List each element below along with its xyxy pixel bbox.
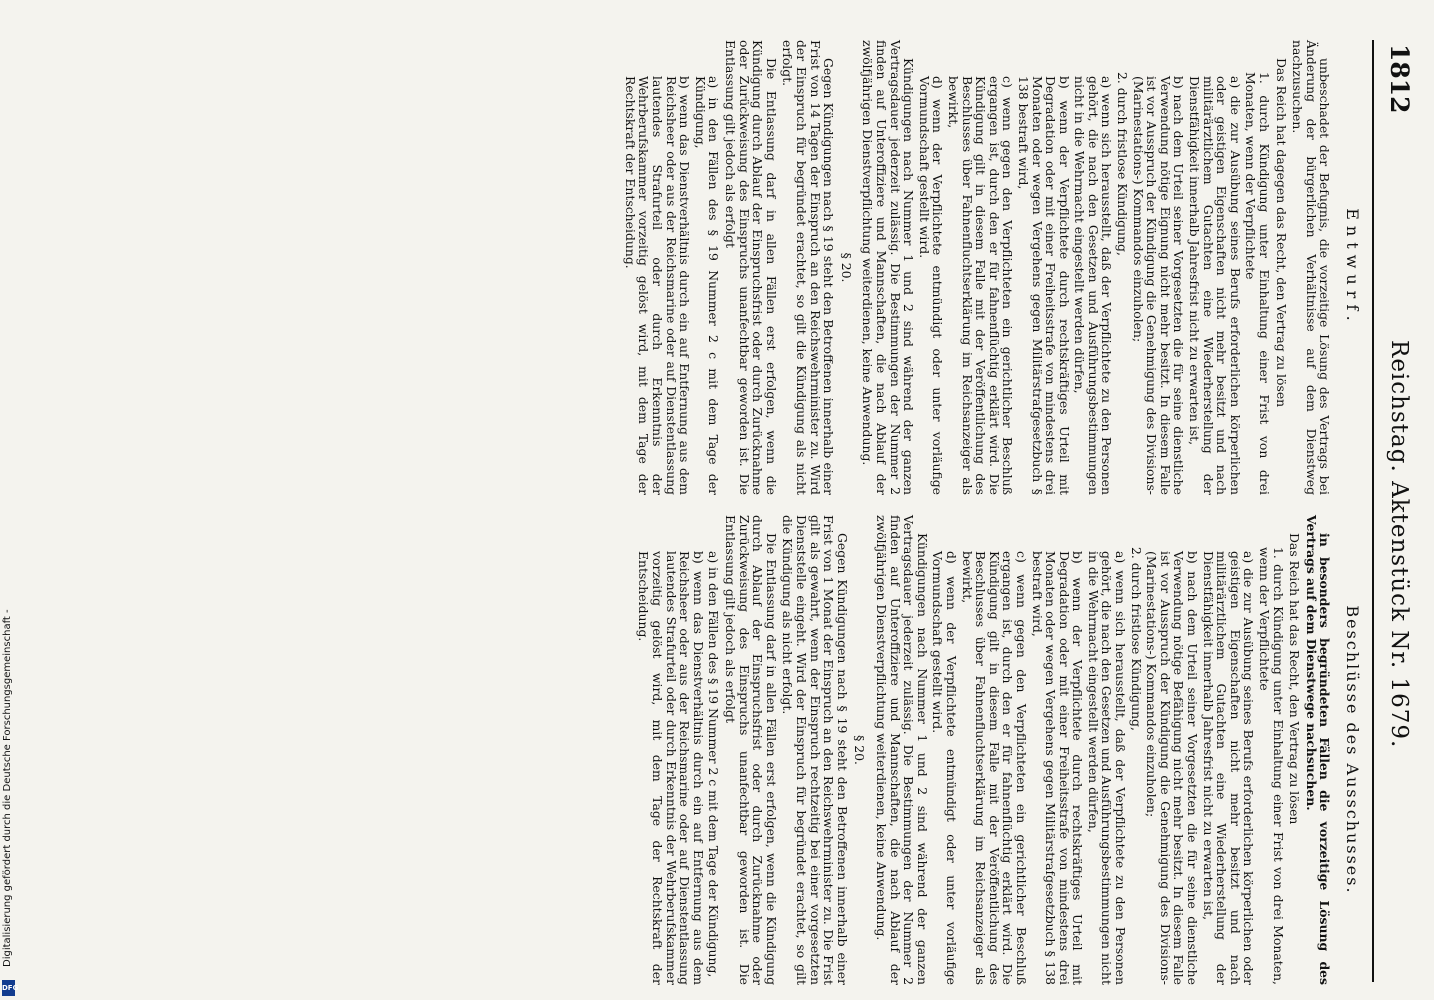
list-item: a) die zur Ausübung seines Berufs erforderlichen körperlichen oder geistigen Eigenschaften nicht mehr besitzt und nach militärärztlichem Gutachten eine Wiederherstellung der Dienstfähigkeit innerhalb Jahresfrist nicht zu erwarten ist, bbox=[1200, 551, 1257, 985]
paragraph: Die Entlassung darf in allen Fällen erst erfolgen, wenn die Kündigung durch Ablauf der Einspruchsfrist oder durch Zurücknahme oder Zurückweisung des Einspruchs unanfechtbar geworden ist. Die Entlassung gilt jedoch als erfolgt bbox=[723, 40, 779, 495]
list-item: b) wenn das Dienstverhältnis durch ein auf Entfernung aus dem Reichsheer oder aus der Reichsmarine oder auf Dienstentlassung lautendes Strafurteil oder durch Erkenntnis der Wehrberufskammer vorzeitig gelöst wird, mit dem Tage der Rechtskraft der Entscheidung. bbox=[636, 551, 706, 985]
right-column-committee bbox=[635, 515, 1362, 985]
paragraph: Kündigungen nach Nummer 1 und 2 sind während der ganzen Vertragsdauer jederzeit zulässig. Die Bestimmungen der Nummer 2 finden auf Unteroffiziere und Mannschaften, die nach Ablauf der zwölfjährigen Dienstverpflichtung weiterdienen, keine Anwendung. bbox=[874, 515, 930, 985]
page-number: 1812 bbox=[1385, 44, 1414, 114]
list-item: b) nach dem Urteil seiner Vorgesetzten die für seine dienstliche Verwendung nötige Eignung nicht mehr besitzt. In diesem Falle ist vor Ausspruch der Kündigung die Genehmigung des Divisions- (Marinestations-) Kommandos einzuholen; bbox=[1130, 76, 1187, 495]
list-item: b) wenn der Verpflichtete durch rechtskräftiges Urteil mit Degradation oder mit einer Freiheitsstrafe von mindestens drei Monaten oder wegen Vergehens gegen Militärstrafgesetzbuch § 138 bestraft wird, bbox=[1029, 551, 1086, 985]
list-item: d) wenn der Verpflichtete entmündigt oder unter vorläufige Vormundschaft gestellt wird. bbox=[916, 76, 946, 495]
list-item: 2. durch fristlose Kündigung, bbox=[1128, 547, 1144, 731]
paragraph: Das Reich hat dagegen das Recht, den Vertrag zu lösen bbox=[1273, 58, 1289, 408]
paragraph: Das Reich hat das Recht, den Vertrag zu lösen bbox=[1287, 533, 1303, 825]
paragraph: Gegen Kündigungen nach § 19 steht den Betroffenen innerhalb einer Frist von 1 Monat der Einspruch an den Reichswehrminister zu. Die Frist gilt als gewahrt, wenn der Einspruch rechtzeitig bei einer vorgesetzten Dienststelle eingeht. Wird der Einspruch für begründet erachtet, so gilt die Kündigung als nicht erfolgt. bbox=[780, 515, 850, 985]
list-item: a) in den Fällen des § 19 Nummer 2 c mit dem Tage der Kündigung, bbox=[706, 551, 722, 978]
digitization-note bbox=[2, 378, 16, 978]
list-item: a) wenn sich herausstellt, daß der Verpflichtete zu den Personen gehört, die nach den Gesetzen und Ausführungsbestimmungen nicht in die Wehrmacht eingestellt werden dürfen, bbox=[1085, 551, 1129, 985]
page-header bbox=[1372, 0, 1422, 1000]
list-item: a) in den Fällen des § 19 Nummer 2 c mit dem Tage der Kündigung, bbox=[692, 76, 722, 495]
list-item: a) wenn sich herausstellt, daß der Verpflichtete zu den Personen gehört, die nach den Gesetzen und Ausführungsbestimmungen nicht in die Wehrmacht eingestellt werden dürfen, bbox=[1072, 76, 1115, 495]
list-item: a) die zur Ausübung seines Berufs erforderlichen körperlichen oder geistigen Eigenschaften nicht mehr besitzt und nach militärärztlichem Gutachten eine Wiederherstellung der Dienstfähigkeit innerhalb Jahresfrist nicht zu erwarten ist, bbox=[1187, 76, 1243, 495]
left-column-draft bbox=[621, 40, 1362, 495]
list-item: 2. durch fristlose Kündigung, bbox=[1115, 72, 1131, 256]
list-item: c) wenn gegen den Verpflichteten ein gerichtlicher Beschluß ergangen ist, durch den er für fahnenflüchtig erklärt wird. Die Kündigung gilt in diesem Falle mit der Veröffentlichung des Beschlusses über Fahnenfluchtserklärung im Reichsanzeiger als bewirkt, bbox=[945, 76, 1016, 495]
list-item: 1. durch Kündigung unter Einhaltung einer Frist von drei Monaten, wenn der Verpflichtete bbox=[1243, 72, 1273, 495]
left-column-title: Entwurf. bbox=[1343, 208, 1362, 327]
paragraph: Die Entlassung darf in allen Fällen erst erfolgen, wenn die Kündigung durch Ablauf der Einspruchsfrist oder durch Zurücknahme oder Zurückweisung des Einspruchs unanfechtbar geworden ist. Die Entlassung gilt jedoch als erfolgt bbox=[723, 515, 779, 985]
paragraph: unbeschadet der Befugnis, die vorzeitige Lösung des Vertrags bei Änderung der bürgerlichen Verhältnisse auf dem Dienstweg nachzusuchen. bbox=[1290, 40, 1333, 495]
digitization-note-text: Digitalisierung gefördert durch die Deutsche Forschungsgemeinschaft - bbox=[2, 609, 13, 967]
paragraph: in besonders begründeten Fällen die vorzeitige Lösung des Vertrags auf dem Dienstwege nachsuchen. bbox=[1303, 515, 1333, 985]
dfg-logo-icon: DFG bbox=[2, 980, 15, 996]
list-item: d) wenn der Verpflichtete entmündigt oder unter vorläufige Vormundschaft gestellt wird. bbox=[930, 551, 959, 985]
section-heading: § 20. bbox=[852, 735, 868, 765]
list-item: b) wenn das Dienstverhältnis durch ein auf Entfernung aus dem Reichsheer oder aus der Reichsmarine oder auf Dienstentlassung lautendes Strafurteil oder durch Erkenntnis der Wehrberufskammer vorzeitig gelöst wird, mit dem Tage der Rechtskraft der Entscheidung. bbox=[622, 76, 693, 495]
paragraph: Gegen Kündigungen nach § 19 steht den Betroffenen innerhalb einer Frist von 14 Tagen der Einspruch an den Reichswehrminister zu. Wird der Einspruch für begründet erachtet, so gilt die Kündigung als nicht erfolgt. bbox=[780, 40, 837, 495]
running-title: Reichstag. Aktenstück Nr. 1679. bbox=[1386, 340, 1412, 749]
list-item: c) wenn gegen den Verpflichteten ein gerichtlicher Beschluß ergangen ist, durch den er für fahnenflüchtig erklärt wird. Die Kündigung gilt in diesem Falle mit der Veröffentlichung des Beschlusses über Fahnenfluchtserklärung im Reichsanzeiger als bewirkt, bbox=[959, 551, 1029, 985]
section-heading: § 20. bbox=[838, 252, 854, 283]
list-item: b) wenn der Verpflichtete durch rechtskräftiges Urteil mit Degradation oder mit einer Freiheitsstrafe von mindestens drei Monaten oder wegen Vergehens gegen Militärstrafgesetzbuch § 138 bestraft wird, bbox=[1015, 76, 1072, 495]
paragraph: Kündigungen nach Nummer 1 und 2 sind während der ganzen Vertragsdauer jederzeit zulässig. Die Bestimmungen der Nummer 2 finden auf Unteroffiziere und Mannschaften, die nach Ablauf der zwölfjährigen Dienstverpflichtung weiterdienen, keine Anwendung. bbox=[860, 40, 917, 495]
header-rule bbox=[1372, 40, 1374, 982]
right-column-title: Beschlüsse des Ausschusses. bbox=[1343, 605, 1362, 895]
list-item: 1. durch Kündigung unter Einhaltung einer Frist von drei Monaten, wenn der Verpflichtete bbox=[1257, 547, 1286, 985]
list-item: b) nach dem Urteil seiner Vorgesetzten die für seine dienstliche Verwendung nötige Befähigung nicht mehr besitzt. In diesem Falle ist vor Ausspruch der Kündigung die Genehmigung des Divisions- (Marinestations-) Kommandos einzuholen; bbox=[1144, 551, 1201, 985]
